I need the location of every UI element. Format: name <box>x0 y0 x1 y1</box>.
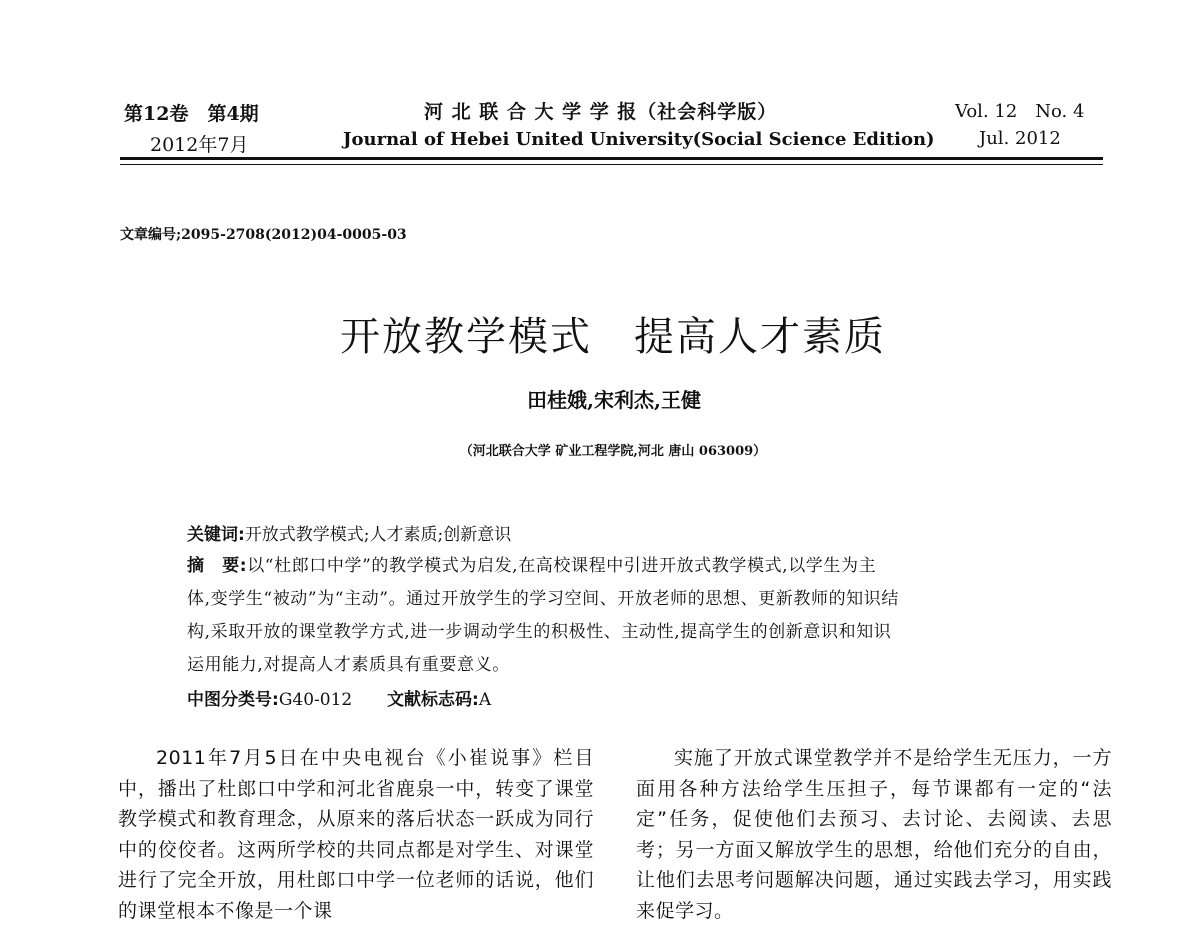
clc-label: 中图分类号: <box>187 690 279 710</box>
header-rule-thick <box>120 157 1103 160</box>
body-column-right <box>636 743 1112 926</box>
journal-title-cn: 河 北 联 合 大 学 学 报（社会科学版） <box>424 101 778 123</box>
doc-code-value: A <box>478 690 492 710</box>
clc-value: G40-012 <box>278 690 353 710</box>
header-rule-thin <box>120 164 1103 165</box>
abstract-line-1 <box>187 551 876 576</box>
body-column-left <box>118 743 594 926</box>
abstract-line-3: 构,采取开放的课堂教学方式,进一步调动学生的积极性、主动性,提高学生的创新意识和知识 <box>187 622 892 642</box>
abstract-line-2: 体,变学生“被动”为“主动”。通过开放学生的学习空间、开放老师的思想、更新教师的知识结 <box>187 589 899 609</box>
date-en: Jul. 2012 <box>979 128 1061 149</box>
keywords <box>187 520 511 545</box>
body-paragraph-right: 实施了开放式课堂教学并不是给学生无压力，一方面用各种方法给学生压担子，每节课都有一定的“法定”任务，促使他们去预习、去讨论、去阅读、去思考；另一方面又解放学生的思想，给他们充分的自由，让他们去思考问题解决问题，通过实践去学习，用实践来促学习。 <box>636 747 1112 922</box>
affiliation: （河北联合大学 矿业工程学院,河北 唐山 063009） <box>459 444 767 459</box>
journal-title-en: Journal of Hebei United University(Social Science Edition) <box>343 129 935 150</box>
keywords-text: 开放式教学模式;人才素质;创新意识 <box>244 525 512 545</box>
paper-title: 开放教学模式 提高人才素质 <box>340 314 886 360</box>
volume-en: Vol. 12 No. 4 <box>955 101 1085 122</box>
abstract-text-1: 以“杜郎口中学”的教学模式为启发,在高校课程中引进开放式教学模式,以学生为主 <box>247 556 877 576</box>
authors: 田桂娥,宋利杰,王健 <box>527 388 701 412</box>
body-paragraph-left: 2011年7月5日在中央电视台《小崔说事》栏目中，播出了杜郎口中学和河北省鹿泉一中，转变了课堂教学模式和教育理念，从原来的落后状态一跃成为同行中的佼佼者。这两所学校的共同点都是对学生、对课堂进行了完全开放，用杜郎口中学一位老师的话说，他们的课堂根本不像是一个课 <box>118 747 594 922</box>
volume-issue: 第12卷 第4期 <box>124 103 259 125</box>
date-cn: 2012年7月 <box>150 134 249 156</box>
abstract-label: 摘 要: <box>187 556 248 576</box>
keywords-label: 关键词: <box>187 525 245 545</box>
classification <box>187 685 491 710</box>
doc-code-label: 文献标志码: <box>387 690 479 710</box>
abstract-line-4: 运用能力,对提高人才素质具有重要意义。 <box>187 655 510 675</box>
article-number: 文章编号;2095-2708(2012)04-0005-03 <box>120 227 407 243</box>
